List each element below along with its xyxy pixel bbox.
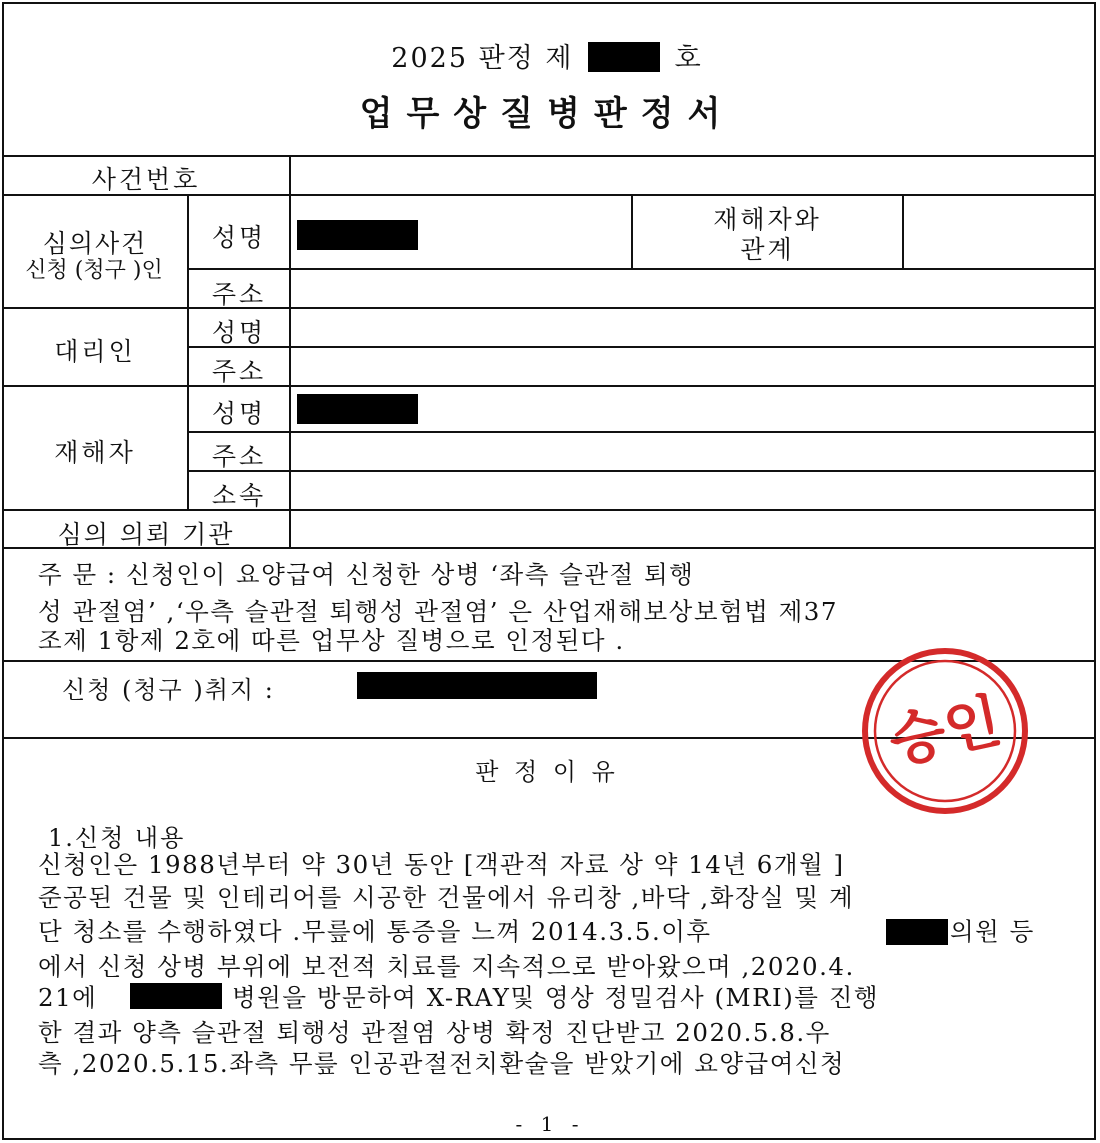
ruling-line3: 조제 1항제 2호에 따른 업무상 질병으로 인정된다 . — [38, 626, 625, 655]
agent-address-label: 주소 — [211, 357, 267, 386]
victim-address-label: 주소 — [211, 442, 267, 471]
stamp-text: 승인 — [883, 686, 1007, 776]
relation-label-line2: 관계 — [740, 235, 795, 264]
redacted-claim — [357, 672, 597, 699]
victim-name-label: 성명 — [211, 399, 267, 428]
reason-line1: 신청인은 1988년부터 약 30년 동안 [객관적 자료 상 약 14년 6개월 ] — [38, 850, 845, 879]
column-divider — [631, 194, 633, 269]
table-top-border — [2, 155, 1096, 157]
claim-label: 신청 (청구 )취지 : — [62, 676, 275, 704]
applicant-name-label: 성명 — [211, 223, 267, 252]
case-number-header — [0, 36, 1094, 75]
case-number-prefix: 2025 판정 제 — [391, 43, 574, 74]
ruling-line2: 성 관절염’ ,‘우측 슬관절 퇴행성 관절염’ 은 산업재해보상보험법 제37 — [38, 597, 838, 626]
case-number-label: 사건번호 — [91, 165, 201, 194]
victim-label: 재해자 — [54, 438, 136, 467]
reason-line4: 에서 신청 상병 부위에 보전적 치료를 지속적으로 받아왔으며 ,2020.4. — [38, 952, 855, 981]
case-number-suffix: 호 — [674, 43, 703, 74]
row-divider — [188, 346, 1096, 348]
reason-line2: 준공된 건물 및 인테리어를 시공한 건물에서 유리창 ,바닥 ,화장실 및 계 — [38, 883, 855, 912]
redacted-number — [588, 42, 660, 72]
agent-name-label: 성명 — [211, 318, 267, 347]
reason-line3-tail: 의원 등 — [950, 917, 1035, 946]
row-divider — [188, 268, 1096, 270]
row-divider — [2, 307, 1096, 309]
reasons-heading: 판 정 이 유 — [475, 758, 619, 786]
relation-label-line1: 재해자와 — [713, 205, 822, 234]
institution-label: 심의 의뢰 기관 — [57, 520, 235, 549]
approval-stamp — [860, 646, 1030, 816]
row-divider — [188, 431, 1096, 433]
applicant-address-label: 주소 — [211, 280, 267, 309]
redacted-clinic — [886, 919, 948, 945]
reason-line5: 21에 — [38, 983, 98, 1012]
ruling-line1: 주 문 : 신청인이 요양급여 신청한 상병 ‘좌측 슬관절 퇴행 — [38, 560, 695, 589]
redacted-applicant-name — [297, 220, 418, 250]
redacted-victim-name — [297, 394, 418, 424]
row-divider — [2, 385, 1096, 387]
column-divider — [902, 194, 904, 269]
row-divider — [188, 470, 1096, 472]
column-divider — [187, 194, 189, 510]
section-title: 1.신청 내용 — [48, 824, 186, 852]
applicant-label-line2: 신청 (청구 )인 — [25, 258, 163, 283]
victim-affiliation-label: 소속 — [211, 481, 267, 510]
page-number: - 1 - — [515, 1112, 585, 1136]
column-divider — [289, 155, 291, 549]
applicant-label-line1: 심의사건 — [42, 229, 148, 258]
reason-line3: 단 청소를 수행하였다 .무릎에 통증을 느껴 2014.3.5.이후 — [38, 917, 712, 946]
reason-line7: 측 ,2020.5.15.좌측 무릎 인공관절전치환술을 받았기에 요양급여신청 — [38, 1049, 846, 1078]
reason-line5-tail: 병원을 방문하여 X-RAY및 영상 정밀검사 (MRI)를 진행 — [232, 983, 880, 1012]
agent-label: 대리인 — [54, 337, 136, 366]
row-divider — [2, 509, 1096, 511]
document-title: 업무상질병판정서 — [359, 94, 735, 134]
redacted-hospital — [130, 983, 222, 1009]
reason-line6: 한 결과 양측 슬관절 퇴행성 관절염 상병 확정 진단받고 2020.5.8.우 — [38, 1018, 831, 1047]
